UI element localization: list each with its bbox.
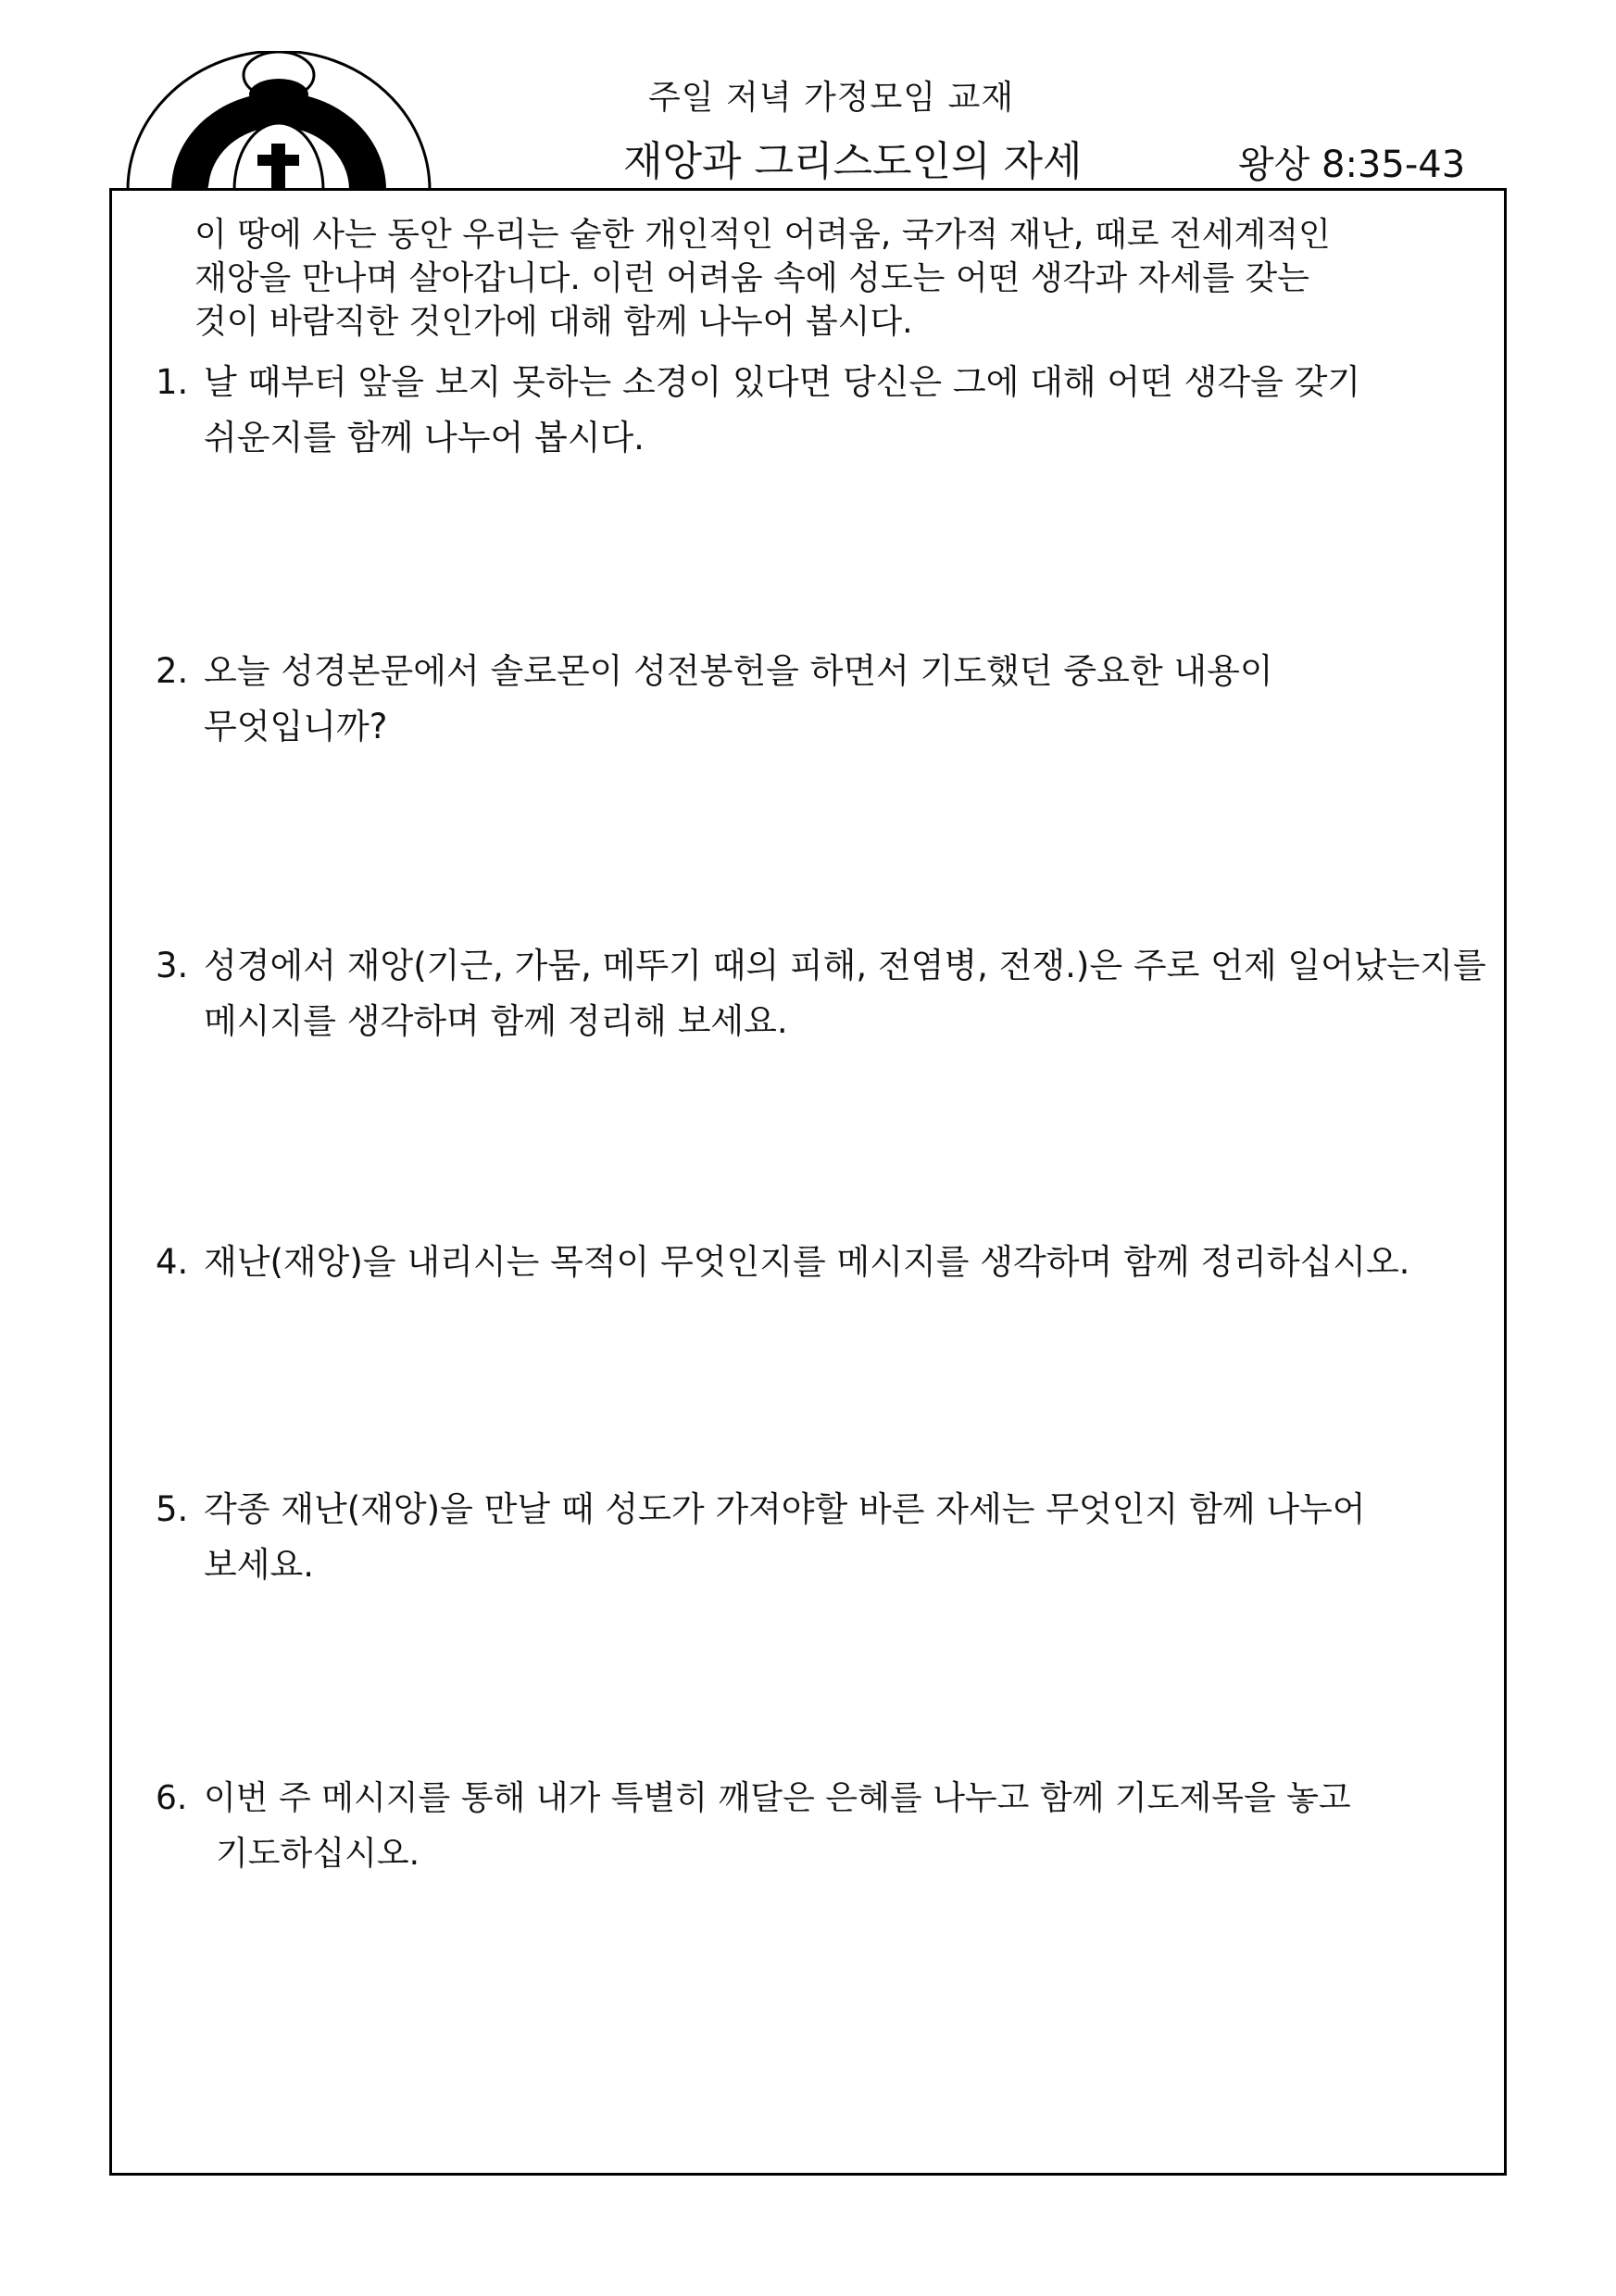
page-title: 재앙과 그리스도인의 자세 (623, 138, 1083, 185)
question-2 (156, 644, 1489, 755)
question-1 (156, 355, 1489, 466)
question-text: 각종 재난(재앙)을 만날 때 성도가 가져야할 바른 자세는 무엇인지 함께 나누어 (204, 1489, 1366, 1529)
church-cross-logo-icon (123, 51, 434, 190)
question-text: 성경에서 재앙(기근, 가뭄, 메뚜기 때의 피해, 전염병, 전쟁.)은 주로 언제 일어났는지를 (204, 946, 1486, 985)
question-4 (156, 1235, 1489, 1290)
intro-line: 것이 바람직한 것인가에 대해 함께 나누어 봅시다. (194, 303, 913, 341)
question-text: 재난(재앙)을 내리시는 목적이 무엇인지를 메시지를 생각하며 함께 정리하십시오. (204, 1242, 1410, 1282)
question-5 (156, 1482, 1489, 1593)
header-subtitle: 주일 저녁 가정모임 교재 (648, 79, 1015, 117)
question-number: 1. (156, 362, 189, 402)
intro-paragraph (194, 213, 1491, 344)
question-number: 6. (156, 1779, 188, 1817)
scripture-reference: 왕상 8:35-43 (1238, 144, 1466, 186)
question-text-continued: 보세요. (204, 1545, 314, 1585)
question-text: 이번 주 메시지를 통해 내가 특별히 깨달은 은혜를 나누고 함께 기도제목을 놓고 (204, 1779, 1351, 1817)
question-text: 오늘 성경본문에서 솔로몬이 성전봉헌을 하면서 기도했던 중요한 내용이 (204, 651, 1273, 691)
question-text-continued: 무엇입니까? (204, 707, 388, 747)
question-text-continued: 쉬운지를 함께 나누어 봅시다. (204, 418, 645, 458)
question-text-continued: 기도하십시오. (216, 1835, 420, 1873)
question-6 (156, 1771, 1489, 1882)
question-number: 5. (156, 1489, 189, 1529)
question-text-continued: 메시지를 생각하며 함께 정리해 보세요. (204, 1001, 788, 1041)
question-3 (156, 938, 1489, 1049)
question-number: 2. (156, 651, 189, 691)
question-number: 3. (156, 946, 189, 985)
intro-line: 이 땅에 사는 동안 우리는 숱한 개인적인 어려움, 국가적 재난, 때로 전세계적인 (194, 216, 1331, 254)
question-number: 4. (156, 1242, 189, 1282)
intro-line: 재앙을 만나며 살아갑니다. 이런 어려움 속에 성도는 어떤 생각과 자세를 갖는 (194, 259, 1309, 297)
question-text: 날 때부터 앞을 보지 못하는 소경이 있다면 당신은 그에 대해 어떤 생각을 갖기 (204, 362, 1361, 402)
